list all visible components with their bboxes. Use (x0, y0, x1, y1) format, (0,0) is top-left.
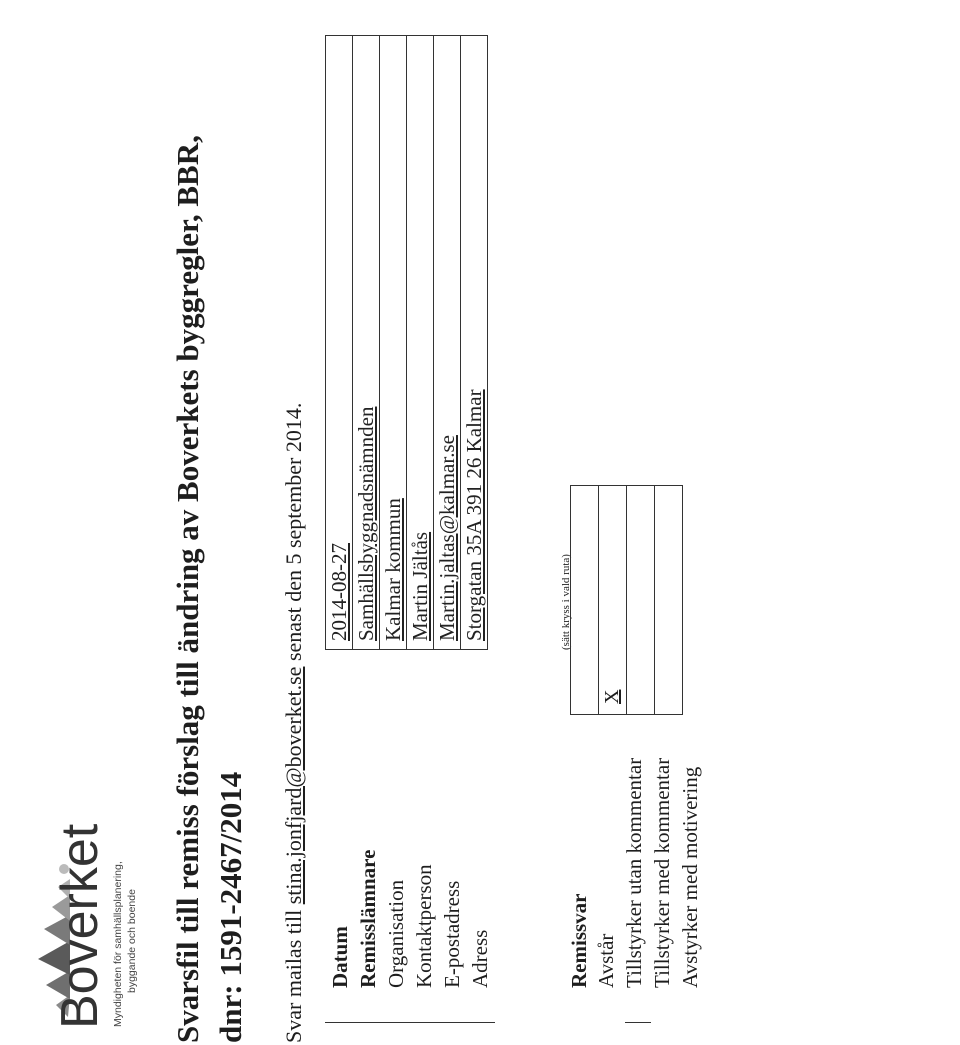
instructions-prefix: Svar mailas till (281, 904, 306, 1043)
checkbox-tillstyrker-utan-kommentar[interactable]: X (599, 486, 627, 715)
remissvar-checkbox-table (570, 485, 683, 715)
remissvar-heading: Remissvar (567, 893, 591, 988)
option-tillstyrker-med-kommentar: Tillstyrker med kommentar (650, 757, 674, 988)
info-left-rule (325, 1022, 495, 1023)
label-datum: Datum (328, 926, 352, 988)
field-remisslamnare[interactable]: Samhällsbyggnadsnämnden (353, 36, 380, 650)
label-adress: Adress (468, 929, 492, 988)
table-row (407, 36, 434, 650)
table-row (627, 486, 655, 715)
field-organisation[interactable]: Kalmar kommun (380, 36, 407, 650)
logo-tagline-2: byggande och boende (126, 889, 138, 993)
remissvar-left-rule (625, 1022, 651, 1023)
table-row (461, 36, 488, 650)
boverket-logo (20, 733, 138, 1033)
field-kontaktperson[interactable]: Martin Jältås (407, 36, 434, 650)
table-row (353, 36, 380, 650)
logo-wordmark: Boverket (51, 823, 109, 1029)
table-row (599, 486, 627, 715)
document-title-line-2: dnr: 1591-2467/2014 (213, 771, 248, 1043)
checkbox-avstar[interactable] (571, 486, 599, 715)
table-row (571, 486, 599, 715)
label-organisation: Organisation (384, 879, 408, 988)
field-datum[interactable]: 2014-08-27 (326, 36, 353, 650)
field-adress[interactable]: Storgatan 35A 391 26 Kalmar (461, 36, 488, 650)
remissvar-hint: (sätt kryss i vald ruta) (560, 554, 572, 650)
document-title-line-1: Svarsfil till remiss förslag till ändring av Boverkets byggregler, BBR, (170, 135, 205, 1043)
table-row (326, 36, 353, 650)
option-avstyrker-med-motivering: Avstyrker med motivering (678, 766, 702, 988)
label-kontaktperson: Kontaktperson (412, 864, 436, 988)
checkbox-tillstyrker-med-kommentar[interactable] (627, 486, 655, 715)
field-epostadress[interactable]: Martin.jaltas@kalmar.se (434, 36, 461, 650)
info-table (325, 35, 488, 650)
instructions-suffix: senast den 5 september 2014. (281, 402, 306, 667)
option-avstar: Avstår (594, 933, 618, 988)
label-epostadress: E-postadress (440, 880, 464, 988)
table-row (655, 486, 683, 715)
label-remisslamnare: Remisslämnare (356, 849, 380, 988)
logo-tagline-1: Myndigheten för samhällsplanering, (112, 861, 124, 1027)
option-tillstyrker-utan-kommentar: Tillstyrker utan kommentar (622, 757, 646, 988)
reply-email-link[interactable]: stina.jonfjard@boverket.se (281, 666, 306, 905)
submission-instructions (281, 403, 307, 1043)
table-row (434, 36, 461, 650)
table-row (380, 36, 407, 650)
checkbox-avstyrker-med-motivering[interactable] (655, 486, 683, 715)
